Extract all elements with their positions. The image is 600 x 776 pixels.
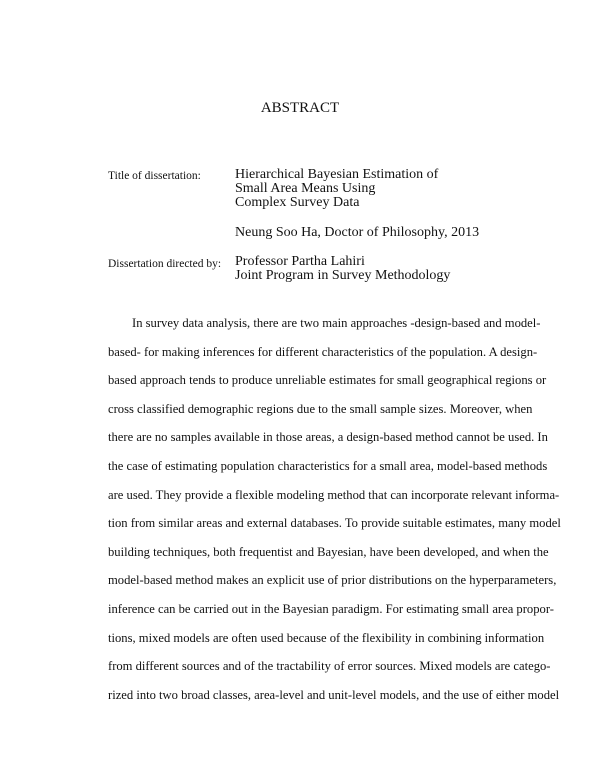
body-text-line: In survey data analysis, there are two main approaches -design-based and model- xyxy=(132,316,541,330)
body-text-line: are used. They provide a flexible modeling method that can incorporate relevant informa- xyxy=(108,487,560,502)
body-text-line: based approach tends to produce unreliable estimates for small geographical regions or xyxy=(108,373,547,388)
director-line: Professor Partha Lahiri xyxy=(235,254,365,269)
title-label: Title of dissertation: xyxy=(108,170,201,182)
author-line: Neung Soo Ha, Doctor of Philosophy, 2013 xyxy=(235,225,480,240)
abstract-heading: ABSTRACT xyxy=(260,100,340,116)
director-label: Dissertation directed by: xyxy=(108,258,222,270)
dissertation-title-line: Hierarchical Bayesian Estimation of xyxy=(235,167,439,182)
body-text-line: cross classified demographic regions due to the small sample sizes. Moreover, when xyxy=(108,401,533,416)
body-text-line: the case of estimating population characteristics for a small area, model-based methods xyxy=(108,458,548,473)
body-text-line: tions, mixed models are often used because of the flexibility in combining information xyxy=(108,630,545,645)
body-text-line: model-based method makes an explicit use of prior distributions on the hyperparameters, xyxy=(108,573,557,588)
body-text-line: inference can be carried out in the Bayesian paradigm. For estimating small area propor- xyxy=(108,601,554,616)
body-text-line: from different sources and of the tractability of error sources. Mixed models are catego- xyxy=(108,659,551,674)
body-text-line: rized into two broad classes, area-level and unit-level models, and the use of either model xyxy=(108,687,560,702)
dissertation-title-line: Small Area Means Using xyxy=(235,181,376,196)
body-text-line: based- for making inferences for different characteristics of the population. A design- xyxy=(108,344,538,359)
abstract-body xyxy=(108,314,561,714)
dissertation-title-line: Complex Survey Data xyxy=(235,195,360,210)
body-text-line: tion from similar areas and external databases. To provide suitable estimates, many model xyxy=(108,516,561,531)
body-text-line: building techniques, both frequentist and Bayesian, have been developed, and when the xyxy=(108,544,549,559)
director-line: Joint Program in Survey Methodology xyxy=(235,268,451,283)
body-text-line: there are no samples available in those areas, a design-based method cannot be used. In xyxy=(108,430,548,445)
